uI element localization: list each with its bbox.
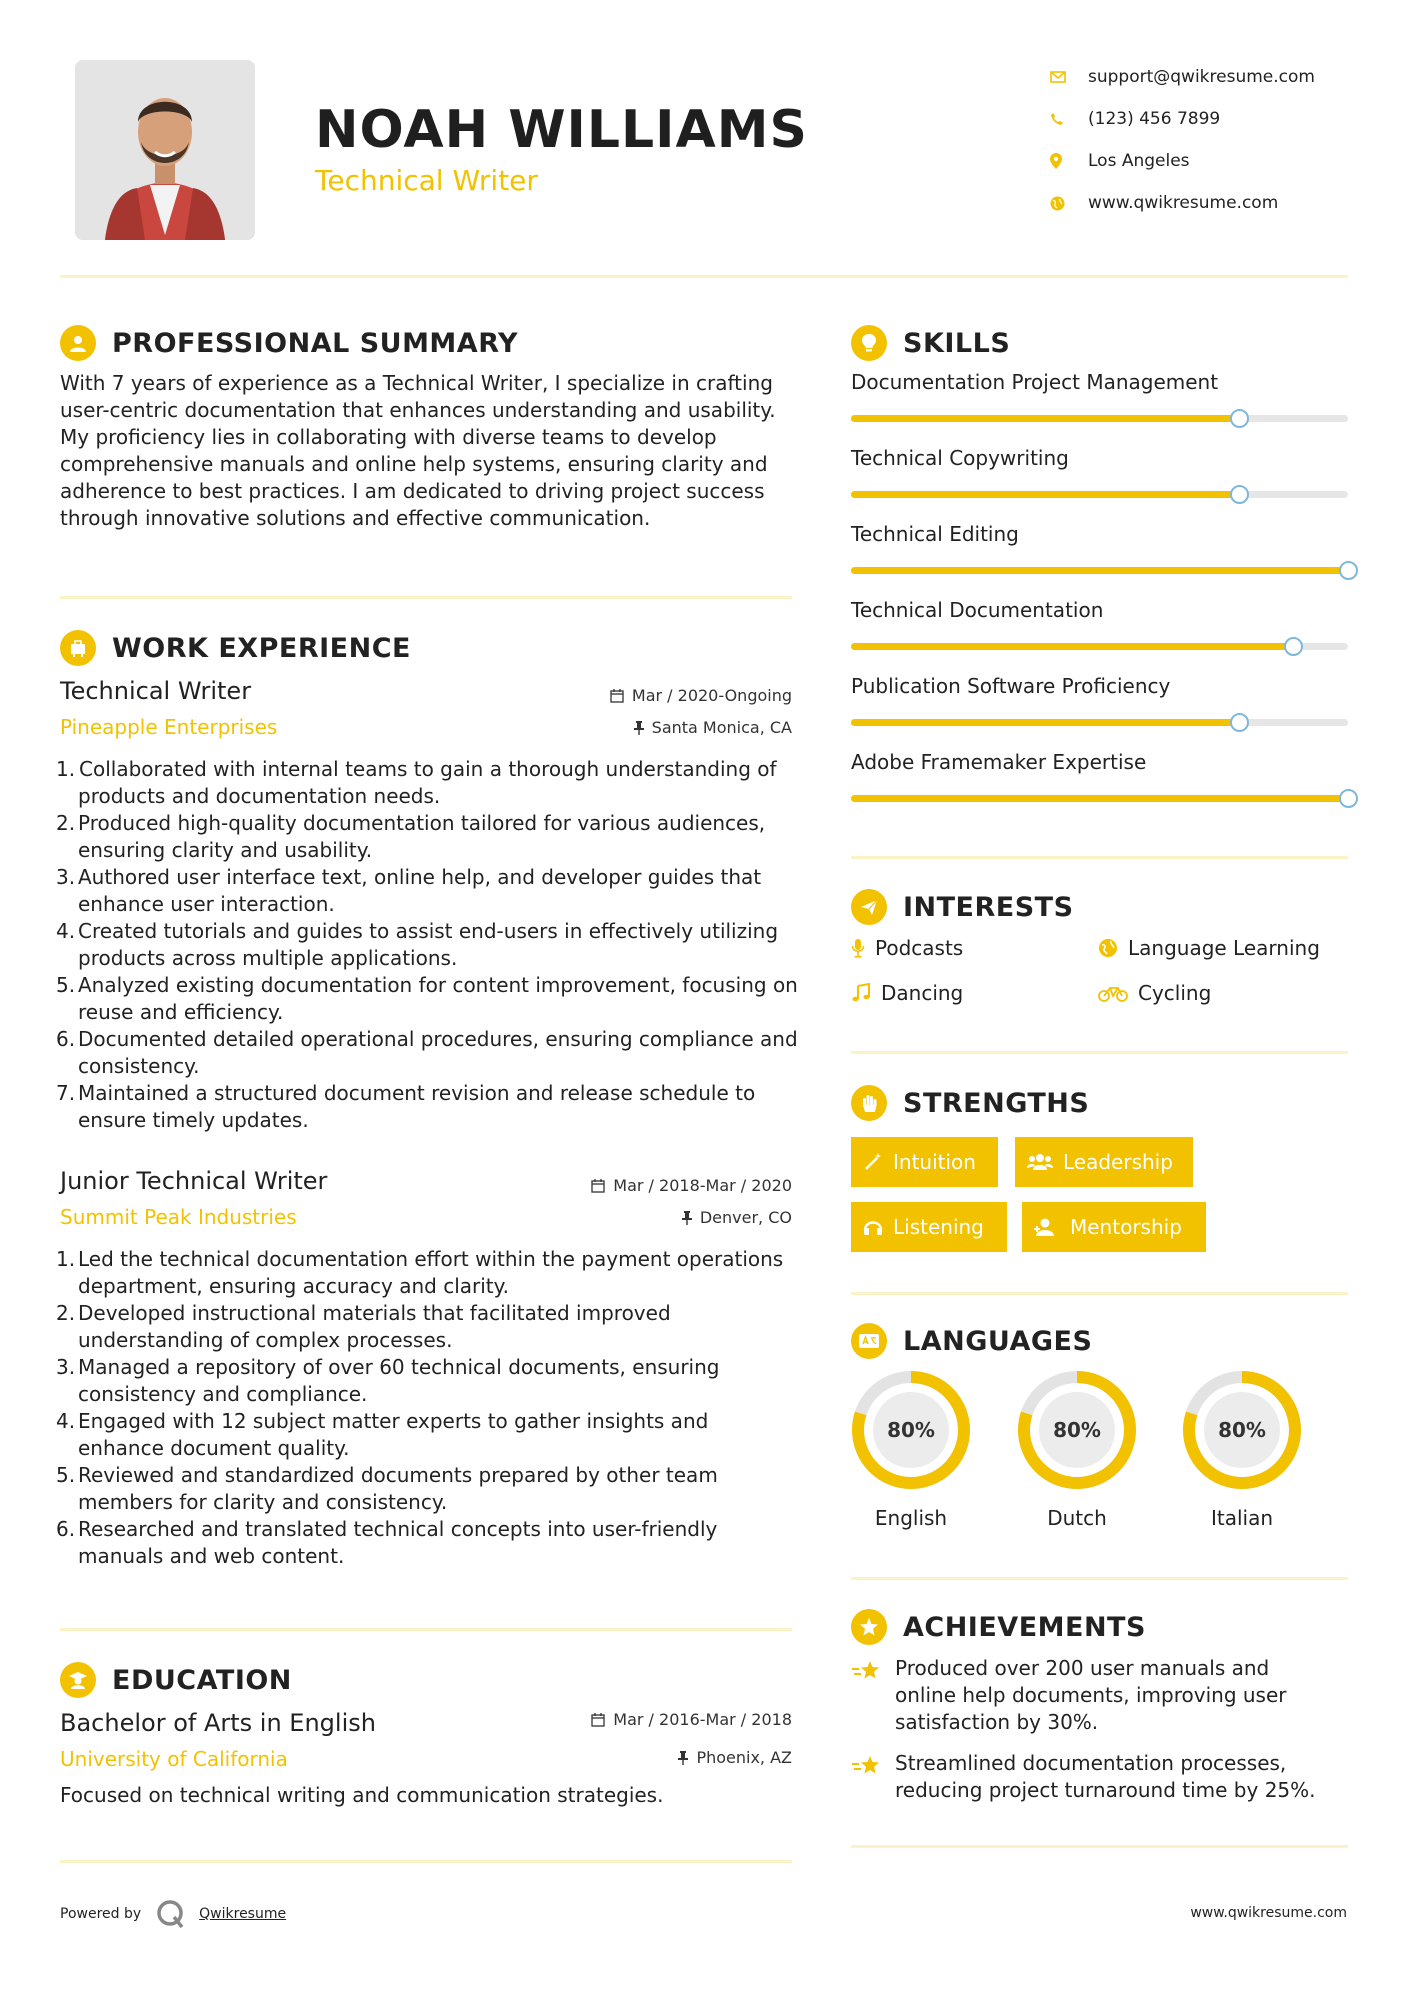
language-percent: 80% — [1053, 1418, 1101, 1442]
contact-block — [1050, 56, 1315, 224]
school-name: University of California — [60, 1747, 288, 1771]
powered-by-text: Powered by — [60, 1906, 142, 1922]
language-item — [849, 1368, 973, 1530]
interests-divider — [851, 1051, 1348, 1054]
pushpin-icon — [678, 1751, 688, 1765]
contact-email[interactable] — [1050, 56, 1315, 98]
briefcase-icon — [60, 630, 96, 666]
education-date-text: Mar / 2016-Mar / 2018 — [613, 1710, 792, 1729]
lightbulb-icon — [851, 325, 887, 361]
interest-item — [851, 981, 963, 1005]
education-heading — [60, 1662, 292, 1698]
skill-bar — [851, 719, 1348, 726]
experience-title: WORK EXPERIENCE — [112, 632, 411, 664]
magic-wand-icon — [863, 1152, 883, 1172]
candidate-name: NOAH WILLIAMS — [315, 100, 808, 160]
headphones-icon — [863, 1217, 883, 1237]
achievements-divider — [851, 1845, 1348, 1848]
location-text: Los Angeles — [1088, 151, 1190, 171]
education-title: EDUCATION — [112, 1664, 292, 1696]
job-company: Pineapple Enterprises — [60, 715, 278, 739]
skill-name: Documentation Project Management — [851, 370, 1219, 394]
job-title: Technical Writer — [60, 677, 252, 705]
skill-bar — [851, 415, 1348, 422]
interest-label: Podcasts — [875, 936, 964, 960]
skills-divider — [851, 856, 1348, 859]
strength-tag — [1015, 1137, 1193, 1187]
job-date — [500, 1176, 792, 1195]
qwikresume-logo-icon — [155, 1898, 187, 1930]
summary-text: With 7 years of experience as a Technical Writer, I specialize in crafting user-centric documentation that enhances understanding and usability. My proficiency lies in collaborating with diverse teams to develop comprehensive manuals and online help systems, ensuring clarity and adherence to best practices. I am dedicated to driving project success through innovative solutions and effective communication. — [60, 371, 776, 530]
skill-bar — [851, 491, 1348, 498]
strength-tag — [851, 1137, 998, 1187]
skill-bar-fill — [851, 415, 1239, 422]
skill-name: Technical Documentation — [851, 598, 1104, 622]
job-location-text: Denver, CO — [699, 1208, 792, 1227]
skill-bar — [851, 643, 1348, 650]
contact-location — [1050, 140, 1315, 182]
strengths-title: STRENGTHS — [903, 1087, 1090, 1119]
interest-label: Dancing — [881, 981, 964, 1005]
interest-label: Language Learning — [1128, 936, 1320, 960]
experience-heading — [60, 630, 411, 666]
skill-level-knob — [1339, 561, 1358, 580]
language-item — [1015, 1368, 1139, 1530]
education-date — [500, 1710, 792, 1729]
job-location — [500, 718, 792, 737]
list-item: 1. Collaborated with internal teams to gain a thorough understanding of products and documentation needs. — [56, 757, 777, 808]
achievement-item — [851, 1655, 1321, 1736]
interest-item — [851, 936, 963, 960]
list-item: 5. Analyzed existing documentation for content improvement, focusing on reuse and efficiency. — [56, 973, 798, 1024]
globe-icon — [1098, 938, 1118, 958]
skill-level-knob — [1230, 409, 1249, 428]
languages-heading — [851, 1323, 1092, 1359]
strengths-divider — [851, 1292, 1348, 1295]
language-name: Italian — [1210, 1506, 1274, 1530]
skills-heading — [851, 325, 1010, 361]
language-name: Dutch — [1047, 1506, 1107, 1530]
job-location-text: Santa Monica, CA — [651, 718, 792, 737]
footer-url[interactable]: www.qwikresume.com — [1190, 1905, 1347, 1921]
summary-title: PROFESSIONAL SUMMARY — [112, 327, 519, 359]
header-divider — [60, 275, 1348, 278]
interest-item — [1098, 936, 1320, 960]
language-icon — [851, 1323, 887, 1359]
microphone-icon — [851, 938, 865, 958]
skill-bar — [851, 795, 1348, 802]
star-badge-icon — [851, 1609, 887, 1645]
experience-divider — [60, 1628, 792, 1631]
skill-name: Technical Copywriting — [851, 446, 1069, 470]
calendar-icon — [591, 1713, 605, 1727]
pushpin-icon — [682, 1211, 692, 1225]
job-date-text: Mar / 2018-Mar / 2020 — [613, 1176, 792, 1195]
strength-tag — [851, 1202, 1007, 1252]
calendar-icon — [610, 689, 624, 703]
achievement-item — [851, 1750, 1321, 1804]
footer-powered — [60, 1898, 286, 1930]
strength-label: Mentorship — [1070, 1215, 1182, 1239]
achievements-heading — [851, 1609, 1146, 1645]
list-item: 4. Created tutorials and guides to assist end-users in effectively utilizing products across multiple applications. — [56, 919, 779, 970]
education-location-text: Phoenix, AZ — [696, 1748, 792, 1767]
achievements-title: ACHIEVEMENTS — [903, 1611, 1146, 1643]
language-percent: 80% — [887, 1418, 935, 1442]
language-name: English — [874, 1506, 948, 1530]
language-item — [1180, 1368, 1304, 1530]
map-pin-icon — [1050, 151, 1088, 171]
list-item: 2. Developed instructional materials that facilitated improved understanding of complex processes. — [56, 1301, 671, 1352]
music-note-icon — [851, 983, 871, 1003]
interest-item — [1098, 981, 1211, 1005]
job-location — [500, 1208, 792, 1227]
job-company: Summit Peak Industries — [60, 1205, 297, 1229]
list-item: 6. Documented detailed operational procedures, ensuring compliance and consistency. — [56, 1027, 798, 1078]
profile-photo — [75, 60, 255, 240]
education-description: Focused on technical writing and communication strategies. — [60, 1783, 664, 1807]
skill-name: Technical Editing — [851, 522, 1019, 546]
summary-heading — [60, 325, 518, 361]
phone-text: (123) 456 7899 — [1088, 109, 1221, 129]
degree-title: Bachelor of Arts in English — [60, 1709, 376, 1737]
job-date-text: Mar / 2020-Ongoing — [631, 686, 792, 705]
website-text: www.qwikresume.com — [1088, 193, 1279, 213]
globe-icon — [1050, 193, 1088, 213]
interests-heading — [851, 889, 1074, 925]
calendar-icon — [591, 1179, 605, 1193]
paper-plane-icon — [851, 889, 887, 925]
education-location — [500, 1748, 792, 1767]
skills-title: SKILLS — [903, 327, 1011, 359]
list-item: 7. Maintained a structured document revision and release schedule to ensure timely updates. — [56, 1081, 756, 1132]
user-icon — [60, 325, 96, 361]
job-date — [500, 686, 792, 705]
list-item: 6. Researched and translated technical concepts into user-friendly manuals and web content. — [56, 1517, 718, 1568]
list-item: 3. Authored user interface text, online help, and developer guides that enhance user interaction. — [56, 865, 762, 916]
strengths-heading — [851, 1085, 1089, 1121]
strength-label: Leadership — [1063, 1150, 1173, 1174]
education-divider — [60, 1860, 792, 1863]
skill-bar-fill — [851, 567, 1348, 574]
skill-name: Publication Software Proficiency — [851, 674, 1171, 698]
job-responsibilities — [56, 756, 800, 1134]
shooting-star-icon — [851, 1659, 883, 1683]
languages-title: LANGUAGES — [903, 1325, 1093, 1357]
envelope-icon — [1050, 67, 1088, 87]
list-item: 1. Led the technical documentation effort within the payment operations department, ensuring accuracy and clarity. — [56, 1247, 784, 1298]
languages-divider — [851, 1577, 1348, 1580]
graduate-icon — [60, 1662, 96, 1698]
hand-icon — [851, 1085, 887, 1121]
skill-name: Adobe Framemaker Expertise — [851, 750, 1147, 774]
list-item: 3. Managed a repository of over 60 technical documents, ensuring consistency and compliance. — [56, 1355, 720, 1406]
list-item: 2. Produced high-quality documentation tailored for various audiences, ensuring clarity and usability. — [56, 811, 766, 862]
strength-label: Listening — [893, 1215, 984, 1239]
strength-tag — [1022, 1202, 1206, 1252]
skill-bar-fill — [851, 719, 1239, 726]
skill-level-knob — [1230, 713, 1249, 732]
candidate-title: Technical Writer — [315, 164, 538, 197]
achievement-text: Streamlined documentation processes, reducing project turnaround time by 25%. — [895, 1751, 1316, 1802]
skill-bar — [851, 567, 1348, 574]
list-item: 4. Engaged with 12 subject matter experts to gather insights and enhance document quality. — [56, 1409, 709, 1460]
contact-phone[interactable] — [1050, 98, 1315, 140]
list-item: 5. Reviewed and standardized documents prepared by other team members for clarity and consistency. — [56, 1463, 718, 1514]
skill-bar-fill — [851, 643, 1293, 650]
strength-label: Intuition — [893, 1150, 976, 1174]
users-icon — [1027, 1152, 1053, 1172]
job-title: Junior Technical Writer — [60, 1167, 328, 1195]
summary-divider — [60, 596, 792, 599]
achievement-text: Produced over 200 user manuals and online help documents, improving user satisfaction by 30%. — [895, 1656, 1287, 1734]
skill-level-knob — [1284, 637, 1303, 656]
phone-icon — [1050, 109, 1088, 129]
language-percent: 80% — [1218, 1418, 1266, 1442]
contact-website[interactable] — [1050, 182, 1315, 224]
user-plus-icon — [1034, 1217, 1060, 1237]
email-text: support@qwikresume.com — [1088, 67, 1315, 87]
shooting-star-icon — [851, 1754, 883, 1778]
interests-title: INTERESTS — [903, 891, 1074, 923]
interest-label: Cycling — [1138, 981, 1212, 1005]
pushpin-icon — [634, 721, 644, 735]
skill-bar-fill — [851, 795, 1348, 802]
skill-level-knob — [1230, 485, 1249, 504]
skill-level-knob — [1339, 789, 1358, 808]
job-responsibilities — [56, 1246, 800, 1570]
bicycle-icon — [1098, 983, 1128, 1003]
brand-link[interactable]: Qwikresume — [199, 1906, 287, 1922]
skill-bar-fill — [851, 491, 1239, 498]
